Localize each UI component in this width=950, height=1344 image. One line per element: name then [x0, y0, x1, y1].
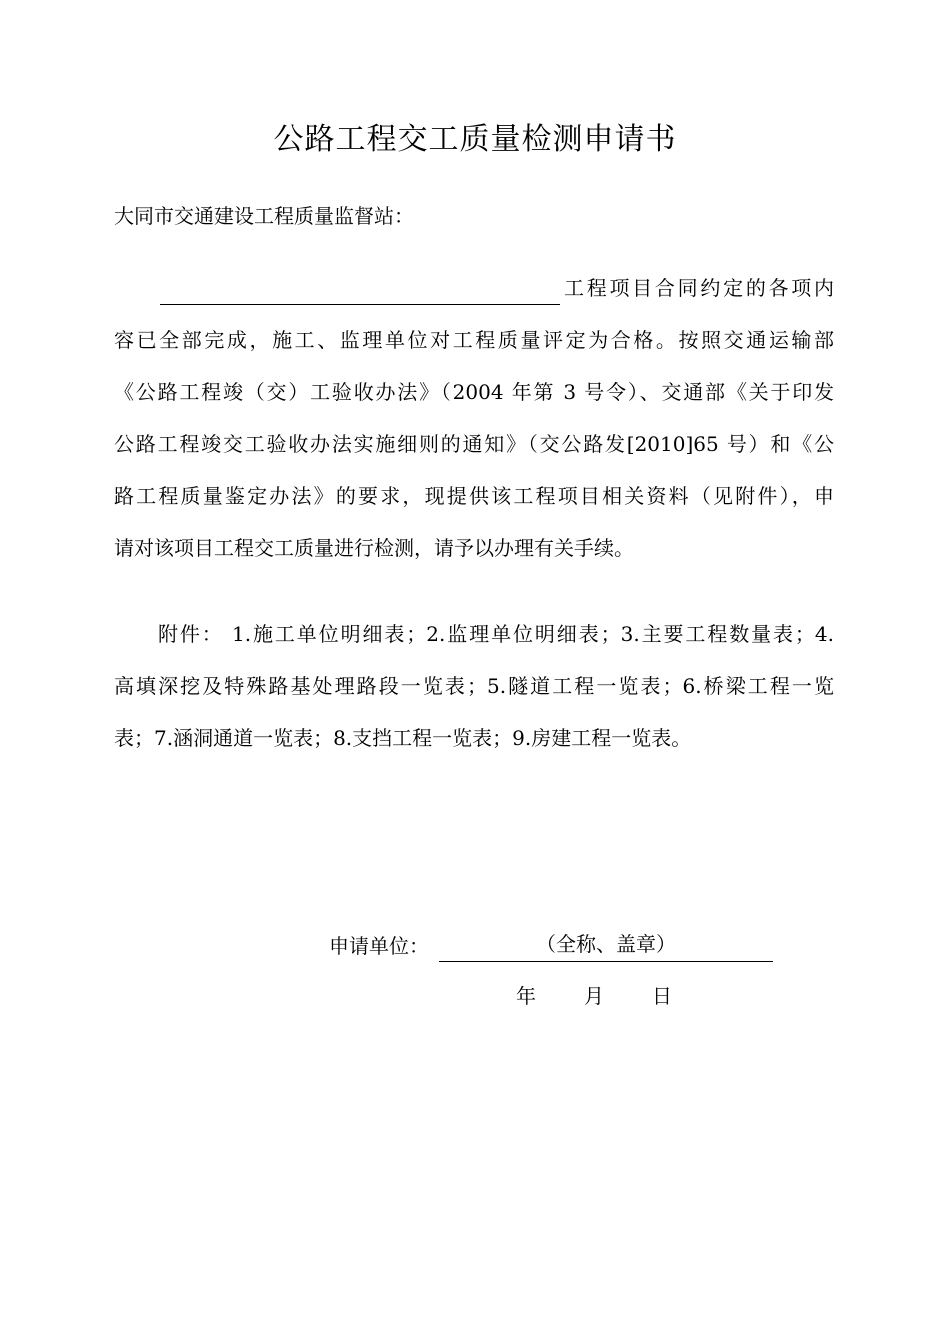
document-title: 公路工程交工质量检测申请书 — [273, 122, 677, 157]
date-month-label: 月 — [584, 984, 604, 1008]
project-name-blank[interactable] — [160, 262, 560, 305]
applicant-field[interactable]: （全称、盖章） — [439, 928, 773, 962]
request-body — [114, 262, 834, 574]
body-line: 《公路工程竣（交）工验收办法》（2004 年第 3 号令）、交通部《关于印发 — [114, 380, 834, 404]
body-first-line — [114, 262, 834, 314]
body-first-line-text: 工程项目合同约定的各项内 — [564, 276, 834, 300]
body-line: 公路工程竣交工验收办法实施细则的通知》（交公路发[2010]65 号）和《公 — [114, 432, 834, 456]
date-row — [516, 980, 672, 1012]
attachments-line: 表；7.涵洞通道一览表；8.支挡工程一览表；9.房建工程一览表。 — [114, 726, 692, 750]
date-day-label: 日 — [652, 984, 672, 1008]
body-line: 请对该项目工程交工质量进行检测，请予以办理有关手续。 — [114, 536, 634, 560]
attachments-block — [114, 608, 834, 764]
date-year-label: 年 — [516, 984, 536, 1008]
attachments-line: 高填深挖及特殊路基处理路段一览表；5.隧道工程一览表；6.桥梁工程一览 — [114, 674, 834, 698]
addressee: 大同市交通建设工程质量监督站： — [114, 204, 414, 228]
attachments-line: 附件： 1.施工单位明细表；2.监理单位明细表；3.主要工程数量表；4. — [158, 622, 834, 646]
body-line: 路工程质量鉴定办法》的要求，现提供该工程项目相关资料（见附件），申 — [114, 484, 834, 508]
applicant-label: 申请单位： — [329, 934, 429, 958]
body-line: 容已全部完成，施工、监理单位对工程质量评定为合格。按照交通运输部 — [114, 328, 834, 352]
